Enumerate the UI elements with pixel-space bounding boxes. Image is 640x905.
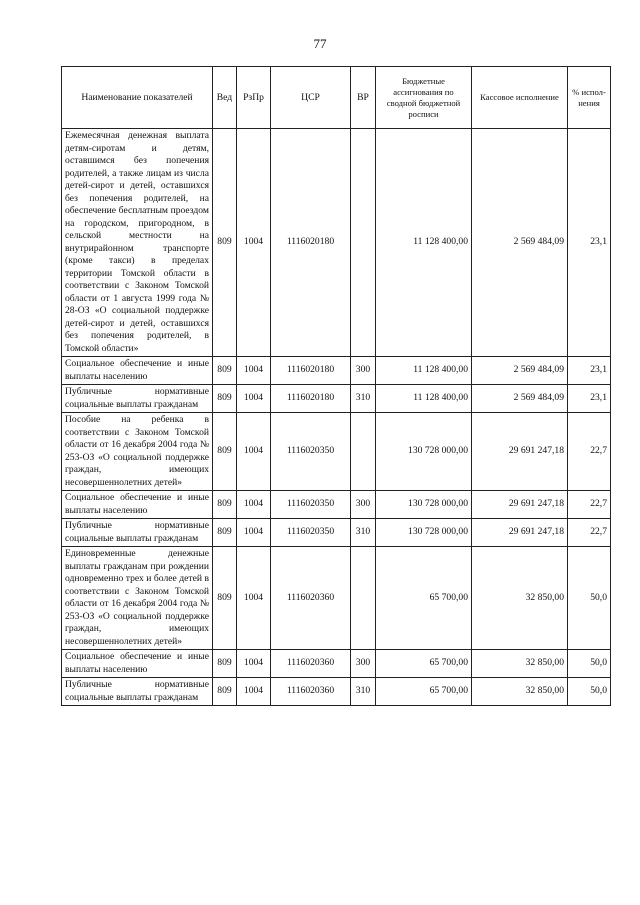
cell-ved: 809 (213, 650, 237, 678)
cell-ved: 809 (213, 491, 237, 519)
cell-rzpr: 1004 (237, 413, 271, 491)
cell-vr (351, 547, 376, 650)
cell-budget: 130 728 000,00 (376, 491, 472, 519)
cell-percent: 22,7 (568, 413, 611, 491)
table-header (62, 67, 611, 129)
cell-ved: 809 (213, 129, 237, 357)
cell-cash: 32 850,00 (472, 650, 568, 678)
table-row (62, 547, 611, 650)
cell-csr: 1116020180 (271, 357, 351, 385)
cell-ved: 809 (213, 413, 237, 491)
cell-name: Пособие на ребенка в соответствии с Законом Томской области от 16 декабря 2004 года № 253-ОЗ «О социальной поддержке граждан, имеющих несовершеннолетних детей» (62, 413, 213, 491)
table-row (62, 678, 611, 706)
cell-vr: 310 (351, 678, 376, 706)
header-budget: Бюджетные ассигнования по сводной бюджетной росписи (376, 67, 472, 129)
cell-vr: 300 (351, 650, 376, 678)
cell-rzpr: 1004 (237, 678, 271, 706)
cell-percent: 22,7 (568, 491, 611, 519)
cell-ved: 809 (213, 385, 237, 413)
cell-ved: 809 (213, 547, 237, 650)
cell-rzpr: 1004 (237, 650, 271, 678)
cell-rzpr: 1004 (237, 519, 271, 547)
cell-csr: 1116020360 (271, 650, 351, 678)
cell-cash: 29 691 247,18 (472, 413, 568, 491)
cell-name: Социальное обеспечение и иные выплаты населению (62, 491, 213, 519)
cell-rzpr: 1004 (237, 357, 271, 385)
cell-budget: 65 700,00 (376, 547, 472, 650)
cell-budget: 11 128 400,00 (376, 357, 472, 385)
table-row (62, 413, 611, 491)
cell-vr: 310 (351, 385, 376, 413)
cell-csr: 1116020180 (271, 129, 351, 357)
cell-vr: 310 (351, 519, 376, 547)
cell-ved: 809 (213, 678, 237, 706)
cell-percent: 22,7 (568, 519, 611, 547)
cell-cash: 2 569 484,09 (472, 357, 568, 385)
cell-name: Социальное обеспечение и иные выплаты населению (62, 650, 213, 678)
cell-cash: 32 850,00 (472, 678, 568, 706)
cell-budget: 11 128 400,00 (376, 385, 472, 413)
cell-name: Публичные нормативные социальные выплаты гражданам (62, 678, 213, 706)
header-cash: Кассовое исполнение (472, 67, 568, 129)
table-row (62, 519, 611, 547)
cell-rzpr: 1004 (237, 129, 271, 357)
cell-csr: 1116020350 (271, 519, 351, 547)
cell-name: Публичные нормативные социальные выплаты гражданам (62, 385, 213, 413)
cell-rzpr: 1004 (237, 547, 271, 650)
table-row (62, 650, 611, 678)
header-vr: ВР (351, 67, 376, 129)
cell-cash: 2 569 484,09 (472, 129, 568, 357)
table-row (62, 491, 611, 519)
cell-budget: 11 128 400,00 (376, 129, 472, 357)
cell-percent: 50,0 (568, 678, 611, 706)
cell-csr: 1116020350 (271, 413, 351, 491)
table-row (62, 385, 611, 413)
header-ved: Вед (213, 67, 237, 129)
table-body (62, 129, 611, 706)
cell-vr: 300 (351, 357, 376, 385)
cell-name: Социальное обеспечение и иные выплаты населению (62, 357, 213, 385)
page-number: 77 (313, 36, 327, 51)
cell-cash: 32 850,00 (472, 547, 568, 650)
cell-percent: 23,1 (568, 385, 611, 413)
cell-cash: 29 691 247,18 (472, 491, 568, 519)
cell-ved: 809 (213, 519, 237, 547)
cell-vr: 300 (351, 491, 376, 519)
cell-percent: 23,1 (568, 129, 611, 357)
table-row (62, 129, 611, 357)
cell-csr: 1116020180 (271, 385, 351, 413)
cell-vr (351, 129, 376, 357)
header-percent: % испол-нения (568, 67, 611, 129)
header-rzpr: РзПр (237, 67, 271, 129)
cell-csr: 1116020360 (271, 678, 351, 706)
cell-name: Ежемесячная денежная выплата детям-сиротам и детям, оставшимся без попечения родителей, а также лицам из числа детей-сирот и детей, оставшихся без попечения родителей, на обеспечение бесплатным проездом на городском, пригородном, в сельской местности на внутрирайонном транспорте (кроме такси) в пределах территории Томской области в соответствии с Законом Томской области от 1 августа 1999 года № 28-ОЗ «О социальной поддержке детей-сирот и детей, оставшихся без попечения родителей, в Томской области» (62, 129, 213, 357)
header-csr: ЦСР (271, 67, 351, 129)
cell-csr: 1116020360 (271, 547, 351, 650)
cell-budget: 65 700,00 (376, 678, 472, 706)
cell-budget: 130 728 000,00 (376, 519, 472, 547)
cell-budget: 130 728 000,00 (376, 413, 472, 491)
cell-name: Единовременные денежные выплаты гражданам при рождении одновременно трех и более детей в соответствии с Законом Томской области от 16 декабря 2004 года № 253-ОЗ «О социальной поддержке граждан, имеющих несовершеннолетних детей» (62, 547, 213, 650)
cell-percent: 50,0 (568, 547, 611, 650)
header-name: Наименование показателей (62, 67, 213, 129)
budget-execution-table (61, 66, 611, 706)
cell-percent: 50,0 (568, 650, 611, 678)
cell-name: Публичные нормативные социальные выплаты гражданам (62, 519, 213, 547)
table-row (62, 357, 611, 385)
cell-rzpr: 1004 (237, 385, 271, 413)
cell-cash: 2 569 484,09 (472, 385, 568, 413)
cell-percent: 23,1 (568, 357, 611, 385)
cell-vr (351, 413, 376, 491)
cell-ved: 809 (213, 357, 237, 385)
cell-budget: 65 700,00 (376, 650, 472, 678)
cell-cash: 29 691 247,18 (472, 519, 568, 547)
cell-csr: 1116020350 (271, 491, 351, 519)
cell-rzpr: 1004 (237, 491, 271, 519)
